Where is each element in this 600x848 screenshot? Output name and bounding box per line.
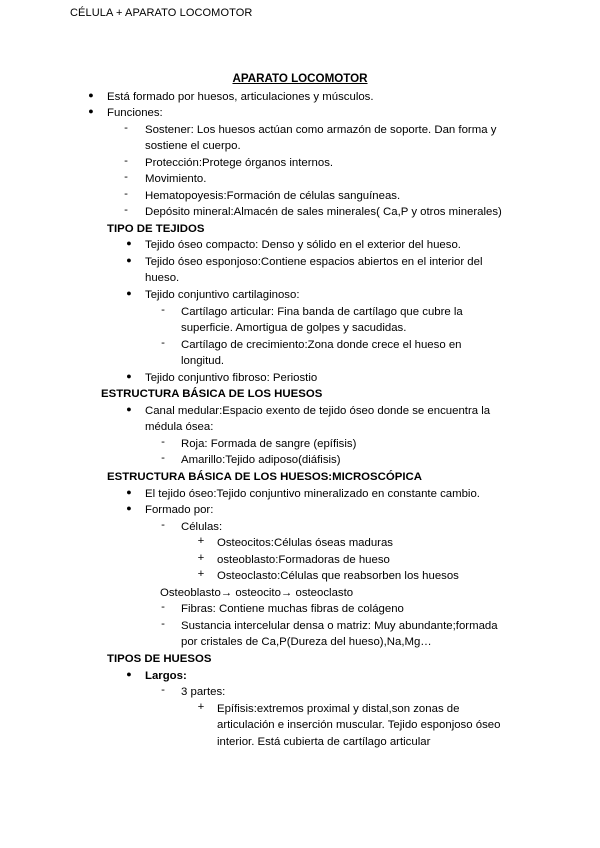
- text-line: por cristales de Ca,P(Dureza del hueso),Na,Mg…: [181, 636, 432, 648]
- text-line: Está formado por huesos, articulaciones y músculos.: [107, 91, 374, 103]
- text-line: El tejido óseo:Tejido conjuntivo mineralizado en constante cambio.: [145, 488, 480, 500]
- section-title: APARATO LOCOMOTOR: [232, 72, 368, 85]
- text-line: Fibras: Contiene muchas fibras de colágeno: [181, 603, 404, 615]
- bullet-icon: ●: [126, 404, 132, 414]
- bullet-icon: ●: [88, 90, 94, 100]
- text-line: osteoblasto:Formadoras de hueso: [217, 554, 390, 566]
- bullet-icon: ●: [126, 487, 132, 497]
- text-line: Roja: Formada de sangre (epífisis): [181, 438, 357, 450]
- plus-bullet-icon: +: [197, 568, 205, 580]
- text-line: Depósito mineral:Almacén de sales minerales( Ca,P y otros minerales): [145, 206, 502, 218]
- text-line: Tejido óseo compacto: Denso y sólido en el exterior del hueso.: [145, 239, 461, 251]
- bullet-icon: ●: [88, 106, 94, 116]
- text-line: interior. Está cubierta de cartílago articular: [217, 736, 431, 748]
- text-line: Células:: [181, 521, 223, 533]
- plus-bullet-icon: +: [197, 535, 205, 547]
- section-heading: ESTRUCTURA BÁSICA DE LOS HUESOS:MICROSCÓPICA: [107, 471, 422, 483]
- dash-bullet-icon: -: [161, 601, 165, 613]
- text-line: Movimiento.: [145, 173, 207, 185]
- text-line: Tejido conjuntivo fibroso: Periostio: [145, 372, 318, 384]
- dash-bullet-icon: -: [124, 204, 128, 216]
- text-line: Sustancia intercelular densa o matriz: Muy abundante;formada: [181, 620, 498, 632]
- text-line: Amarillo:Tejido adiposo(diáfisis): [181, 454, 341, 466]
- bullet-icon: ●: [126, 371, 132, 381]
- text-line: médula ósea:: [145, 421, 214, 433]
- text-line: Osteoblasto→ osteocito→ osteoclasto: [160, 587, 354, 599]
- dash-bullet-icon: -: [161, 684, 165, 696]
- text-line: hueso.: [145, 272, 180, 284]
- dash-bullet-icon: -: [124, 155, 128, 167]
- dash-bullet-icon: -: [161, 436, 165, 448]
- dash-bullet-icon: -: [124, 122, 128, 134]
- dash-bullet-icon: -: [161, 304, 165, 316]
- dash-bullet-icon: -: [124, 171, 128, 183]
- text-line: Epífisis:extremos proximal y distal,son zonas de: [217, 703, 460, 715]
- section-heading: TIPO DE TEJIDOS: [107, 223, 205, 235]
- section-heading: TIPOS DE HUESOS: [107, 653, 212, 665]
- text-line: Osteoclasto:Células que reabsorben los huesos: [217, 570, 459, 582]
- text-line: articulación e inserción muscular. Tejido esponjoso óseo: [217, 719, 501, 731]
- text-line: Cartílago de crecimiento:Zona donde crece el hueso en: [181, 339, 462, 351]
- text-line: Protección:Protege órganos internos.: [145, 157, 334, 169]
- section-heading: ESTRUCTURA BÁSICA DE LOS HUESOS: [101, 388, 323, 400]
- text-line: Cartílago articular: Fina banda de cartílago que cubre la: [181, 306, 463, 318]
- text-line: Hematopoyesis:Formación de células sanguíneas.: [145, 190, 401, 202]
- bullet-icon: ●: [126, 288, 132, 298]
- text-line: Funciones:: [107, 107, 163, 119]
- dash-bullet-icon: -: [161, 519, 165, 531]
- plus-bullet-icon: +: [197, 552, 205, 564]
- plus-bullet-icon: +: [197, 701, 205, 713]
- bullet-icon: ●: [126, 238, 132, 248]
- text-line: Tejido conjuntivo cartilaginoso:: [145, 289, 300, 301]
- text-line: Sostener: Los huesos actúan como armazón de soporte. Dan forma y: [145, 124, 497, 136]
- text-line: Formado por:: [145, 504, 214, 516]
- dash-bullet-icon: -: [161, 452, 165, 464]
- dash-bullet-icon: -: [161, 618, 165, 630]
- text-line: longitud.: [181, 355, 225, 367]
- text-line: Canal medular:Espacio exento de tejido óseo donde se encuentra la: [145, 405, 491, 417]
- document-header: CÉLULA + APARATO LOCOMOTOR: [70, 7, 253, 19]
- bullet-icon: ●: [126, 503, 132, 513]
- bullet-icon: ●: [126, 669, 132, 679]
- section-heading: Largos:: [145, 670, 187, 682]
- bullet-icon: ●: [126, 255, 132, 265]
- text-line: Osteocitos:Células óseas maduras: [217, 537, 394, 549]
- text-line: sostiene el cuerpo.: [145, 140, 241, 152]
- text-line: superficie. Amortigua de golpes y sacudidas.: [181, 322, 407, 334]
- text-line: Tejido óseo esponjoso:Contiene espacios abiertos en el interior del: [145, 256, 483, 268]
- text-line: 3 partes:: [181, 686, 226, 698]
- dash-bullet-icon: -: [124, 188, 128, 200]
- dash-bullet-icon: -: [161, 337, 165, 349]
